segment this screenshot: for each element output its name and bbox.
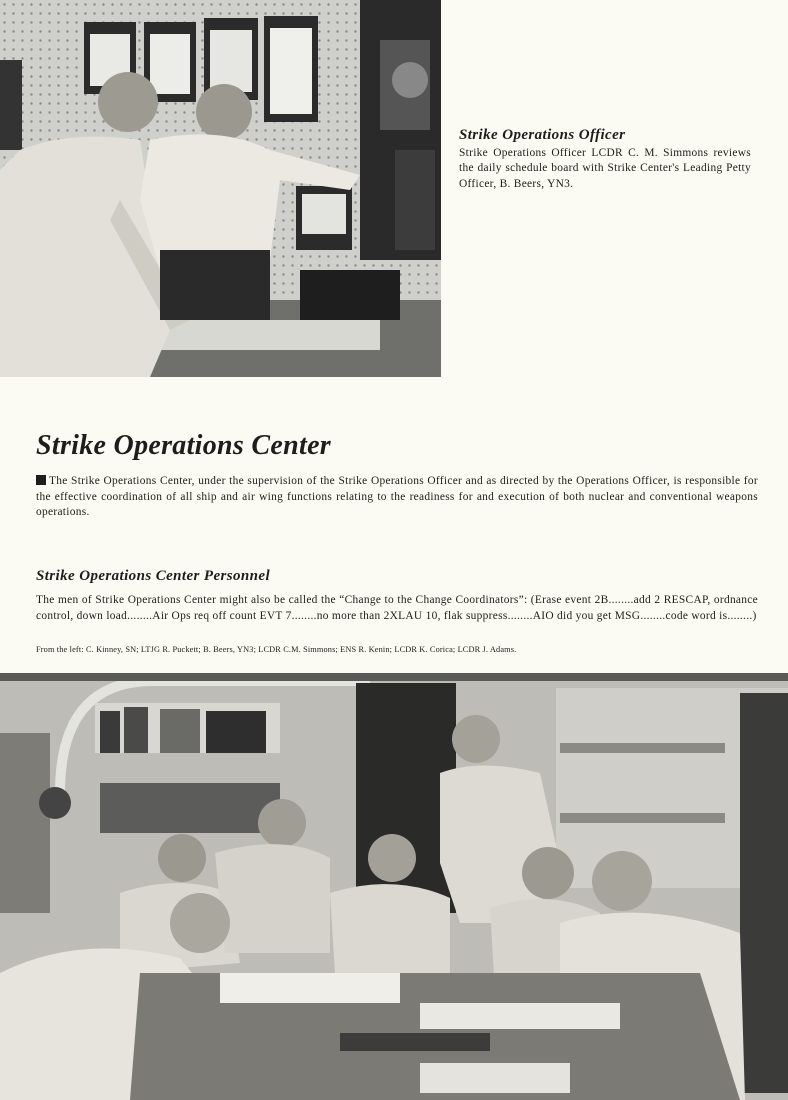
section-title: Strike Operations Center: [36, 430, 332, 461]
personnel-names: From the left: C. Kinney, SN; LTJG R. Puckett; B. Beers, YN3; LCDR C.M. Simmons; ENS R. Kenin; LCDR K. Corica; LCDR J. Adams.: [36, 645, 517, 654]
officer-photo: [0, 0, 441, 377]
personnel-body: The men of Strike Operations Center might also be called the “Change to the Change Coordinators”: (Erase event 2B........add 2 RESCAP, ordnance control, down load........Air Ops req off count EVT 7........no more than 2XLAU 10, flak suppress........AIO did you get MSG........code word is........): [36, 594, 758, 622]
officer-caption: [459, 127, 751, 192]
section-body-text: The Strike Operations Center, under the supervision of the Strike Operations Officer and as directed by the Operations Officer, is responsible for the effective coordination of all ship and air wing functions relating to the readiness for and execution of both nuclear and conventional weapons operations.: [36, 475, 758, 519]
personnel-title: Strike Operations Center Personnel: [36, 568, 271, 584]
officer-caption-text: Strike Operations Officer LCDR C. M. Simmons reviews the daily schedule board with Strike Center's Leading Petty Officer, B. Beers, YN3.: [459, 147, 751, 190]
officer-caption-title: Strike Operations Officer: [459, 127, 626, 143]
personnel-photo: [0, 673, 788, 1100]
paragraph-marker-icon: [36, 475, 46, 485]
section-body: [36, 474, 758, 521]
